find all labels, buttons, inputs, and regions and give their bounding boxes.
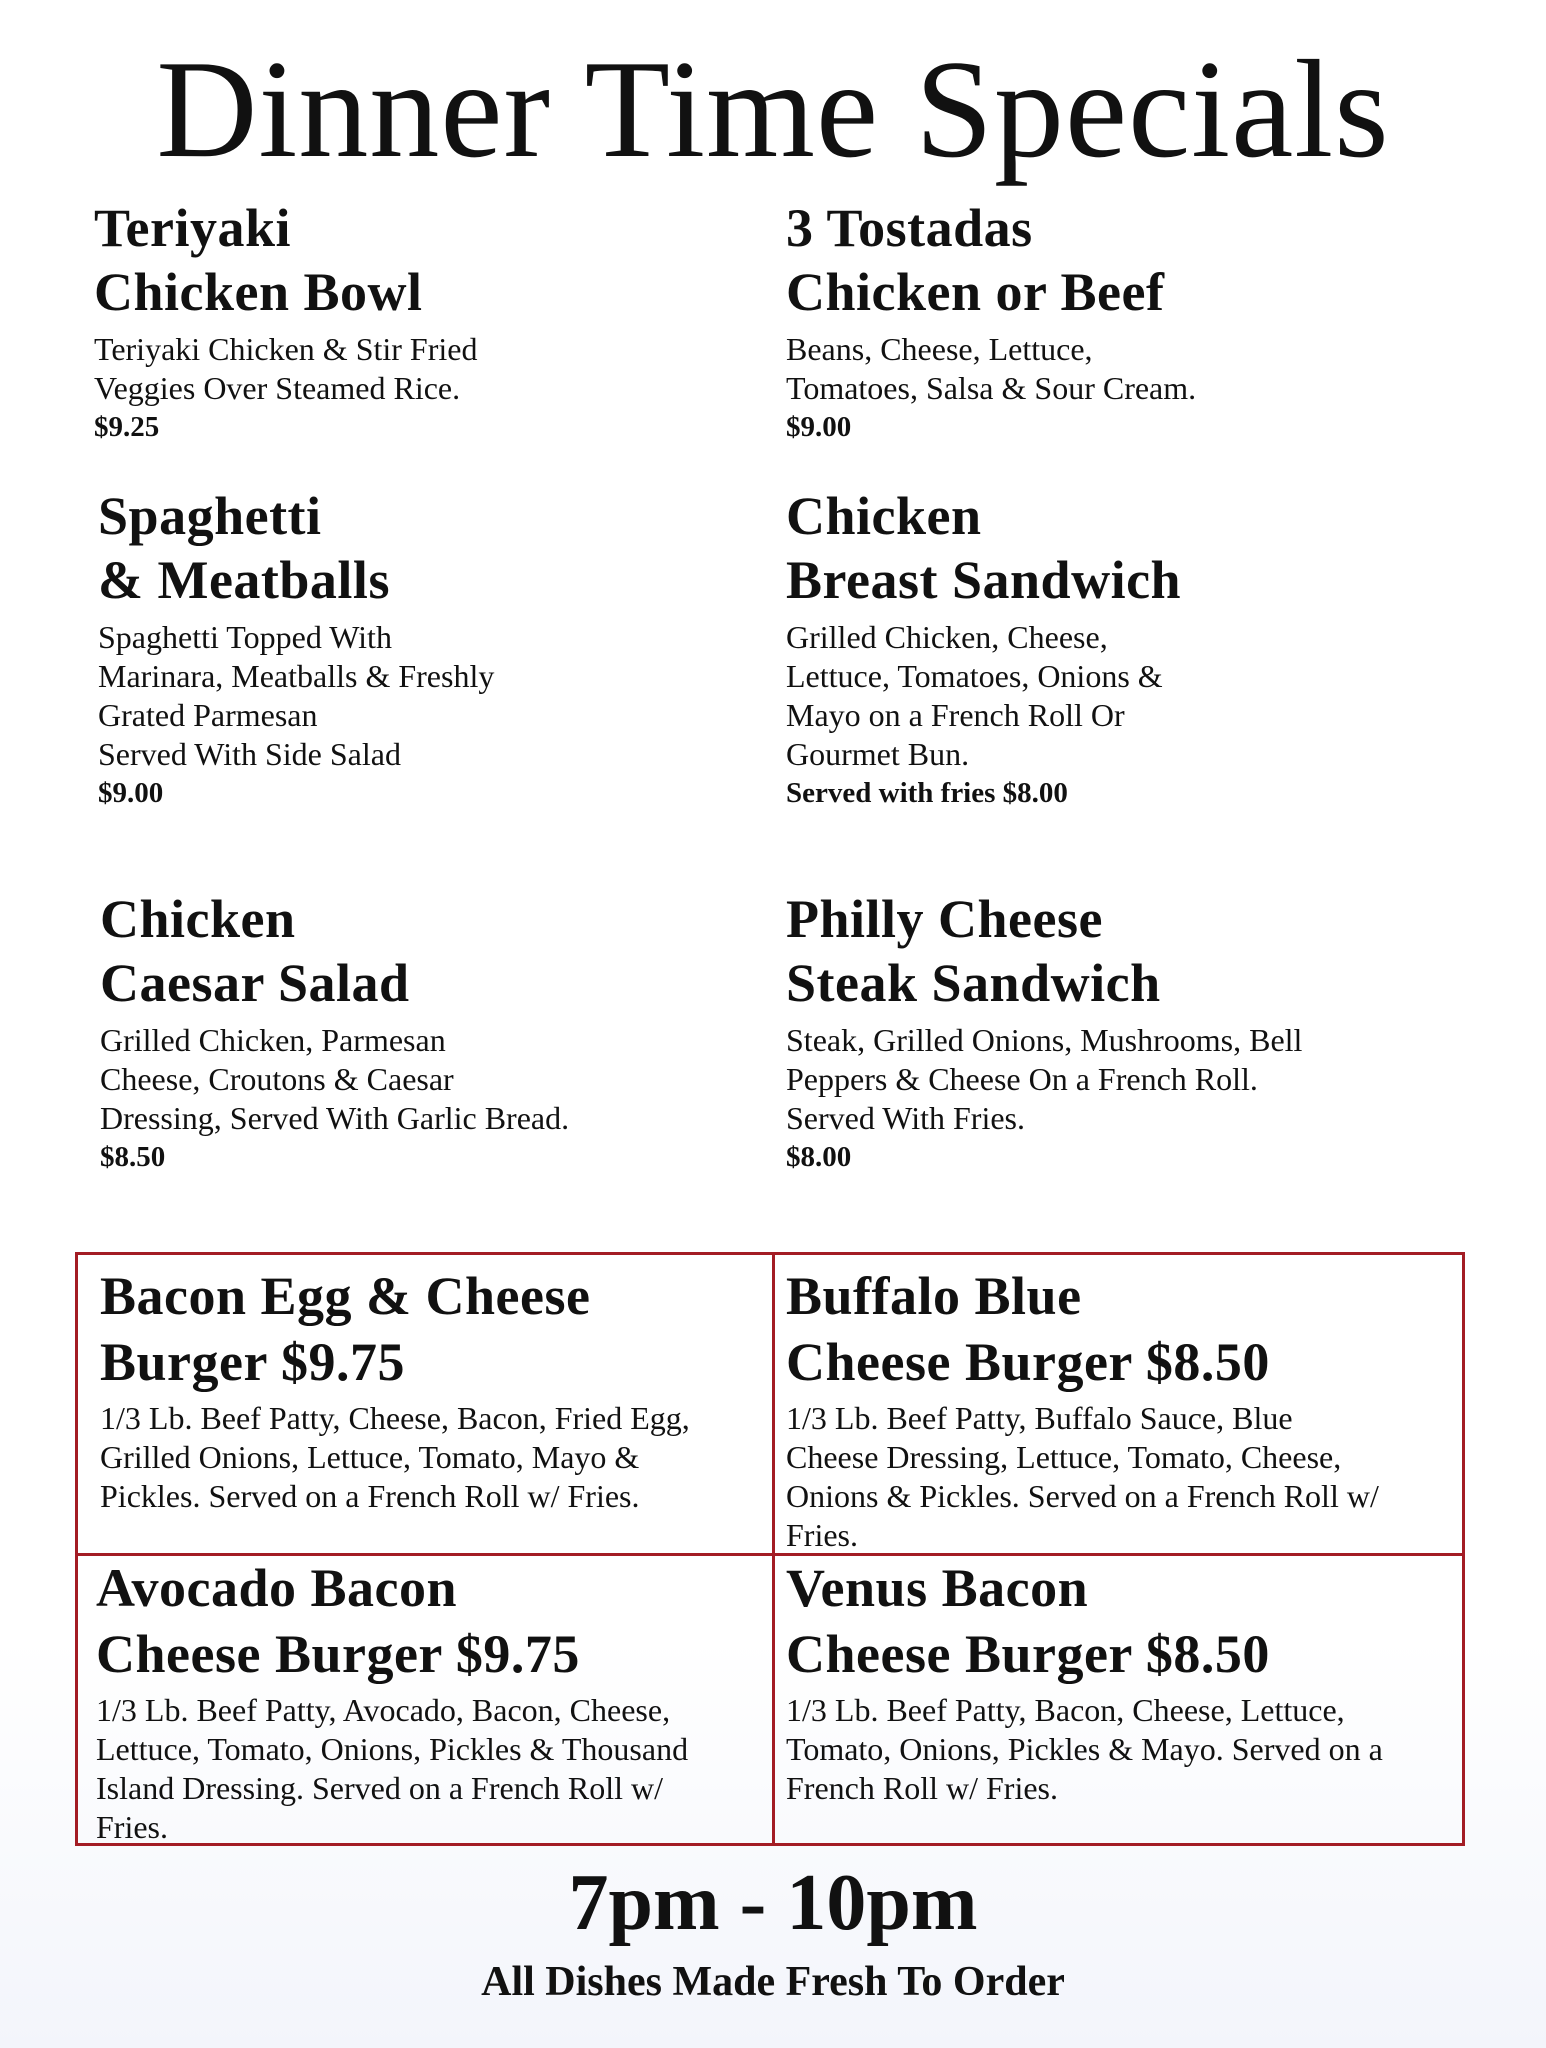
item-desc-line: Spaghetti Topped With [98,619,392,655]
page-title: Dinner Time Specials [156,32,1390,187]
menu-item-philly-cheese-steak [786,887,1486,1176]
item-desc-line: Peppers & Cheese On a French Roll. [786,1061,1258,1097]
item-desc-line: Marinara, Meatballs & Freshly [98,658,495,694]
burger-desc-line: Fries. [786,1517,858,1553]
menu-item-tostadas [786,196,1486,446]
burger-desc-line: 1/3 Lb. Beef Patty, Bacon, Cheese, Lettuce, [786,1692,1345,1728]
box-divider-vertical [772,1255,775,1843]
item-desc-line: Lettuce, Tomatoes, Onions & [786,658,1163,694]
item-name-line1: Chicken [100,889,296,949]
burger-avocado-bacon [96,1555,766,1847]
item-price: $9.00 [98,777,164,809]
item-desc-line: Beans, Cheese, Lettuce, [786,331,1093,367]
item-description [98,618,798,774]
item-desc-line: Tomatoes, Salsa & Sour Cream. [786,370,1197,406]
burger-description [786,1691,1456,1808]
menu-item-chicken-breast-sandwich [786,484,1486,812]
burger-name-line1: Avocado Bacon [96,1558,458,1618]
item-name-line2: Chicken Bowl [94,262,423,322]
item-description [786,1021,1486,1138]
burger-buffalo-blue [786,1263,1456,1555]
item-name-line1: 3 Tostadas [786,198,1033,258]
burger-desc-line: Island Dressing. Served on a French Roll w/ [96,1770,664,1806]
burger-name-line2: Cheese Burger $9.75 [96,1624,580,1684]
burger-desc-line: Lettuce, Tomato, Onions, Pickles & Thousand [96,1731,689,1767]
burger-name-line2: Cheese Burger $8.50 [786,1332,1270,1392]
item-name-line2: Breast Sandwich [786,550,1182,610]
burger-specials-box [75,1252,1465,1846]
burger-venus-bacon [786,1555,1456,1808]
item-desc-line: Served With Fries. [786,1100,1025,1136]
burger-desc-line: French Roll w/ Fries. [786,1770,1058,1806]
burger-desc-line: Pickles. Served on a French Roll w/ Fries. [100,1478,640,1514]
burger-desc-line: Cheese Dressing, Lettuce, Tomato, Cheese, [786,1439,1342,1475]
item-name-line1: Philly Cheese [786,889,1103,949]
burger-desc-line: 1/3 Lb. Beef Patty, Avocado, Bacon, Cheese, [96,1692,671,1728]
item-desc-line: Served With Side Salad [98,736,401,772]
burger-desc-line: Tomato, Onions, Pickles & Mayo. Served on a [786,1731,1383,1767]
burger-name-line1: Bacon Egg & Cheese [100,1266,591,1326]
item-desc-line: Steak, Grilled Onions, Mushrooms, Bell [786,1022,1303,1058]
item-price: $8.00 [786,1141,852,1173]
item-name-line1: Spaghetti [98,486,322,546]
item-price: Served with fries $8.00 [786,777,1068,809]
burger-description [96,1691,766,1847]
burger-name-line1: Venus Bacon [786,1558,1089,1618]
menu-item-spaghetti [98,484,798,812]
burger-name-line1: Buffalo Blue [786,1266,1082,1326]
hours-text: 7pm - 10pm [568,1859,978,1947]
burger-desc-line: Onions & Pickles. Served on a French Roll w/ [786,1478,1379,1514]
item-name-line1: Chicken [786,486,982,546]
item-desc-line: Grated Parmesan [98,697,318,733]
item-name-line2: Steak Sandwich [786,953,1161,1013]
menu-item-teriyaki [94,196,794,446]
item-description [94,330,794,408]
item-price: $9.00 [786,411,852,443]
item-description [100,1021,800,1138]
item-desc-line: Dressing, Served With Garlic Bread. [100,1100,570,1136]
burger-description [100,1399,770,1516]
burger-desc-line: 1/3 Lb. Beef Patty, Buffalo Sauce, Blue [786,1400,1293,1436]
burger-desc-line: 1/3 Lb. Beef Patty, Cheese, Bacon, Fried Egg, [100,1400,690,1436]
item-desc-line: Teriyaki Chicken & Stir Fried [94,331,478,367]
burger-description [786,1399,1456,1555]
item-desc-line: Gourmet Bun. [786,736,970,772]
item-desc-line: Grilled Chicken, Cheese, [786,619,1108,655]
burger-desc-line: Grilled Onions, Lettuce, Tomato, Mayo & [100,1439,640,1475]
item-name-line2: Caesar Salad [100,953,410,1013]
item-desc-line: Grilled Chicken, Parmesan [100,1022,446,1058]
burger-name-line2: Burger $9.75 [100,1332,405,1392]
item-price: $8.50 [100,1141,166,1173]
item-description [786,330,1486,408]
burger-desc-line: Fries. [96,1809,168,1845]
item-price: $9.25 [94,411,160,443]
item-desc-line: Cheese, Croutons & Caesar [100,1061,454,1097]
item-name-line2: Chicken or Beef [786,262,1165,322]
burger-bacon-egg-cheese [100,1263,770,1516]
menu-item-caesar-salad [100,887,800,1176]
item-description [786,618,1486,774]
item-name-line1: Teriyaki [94,198,292,258]
item-desc-line: Mayo on a French Roll Or [786,697,1125,733]
item-name-line2: & Meatballs [98,550,390,610]
item-desc-line: Veggies Over Steamed Rice. [94,370,461,406]
burger-name-line2: Cheese Burger $8.50 [786,1624,1270,1684]
tagline-text: All Dishes Made Fresh To Order [481,1959,1065,2005]
